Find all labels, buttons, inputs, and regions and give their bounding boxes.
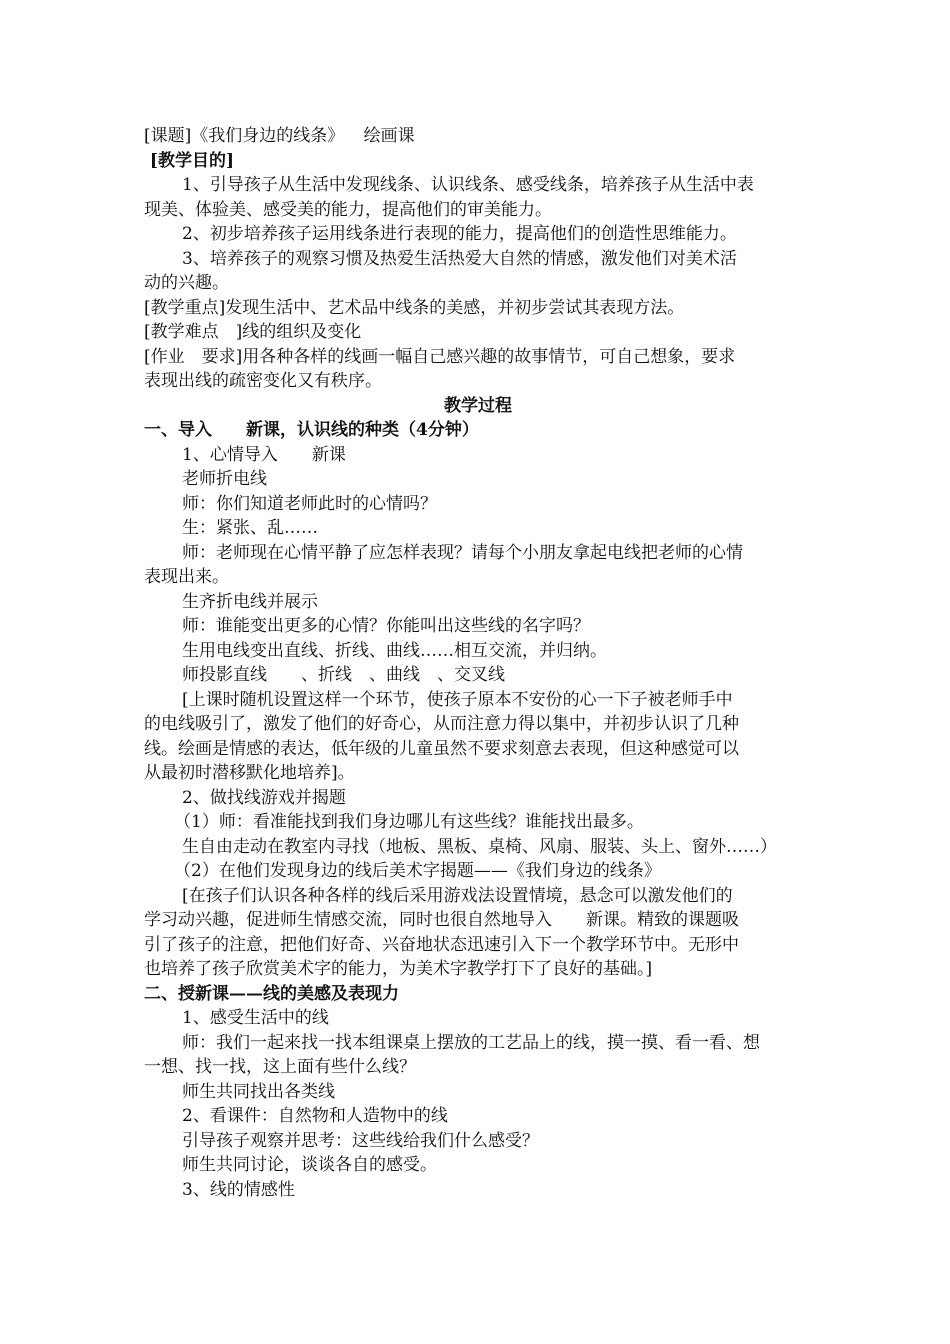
paragraph-line: 师：你们知道老师此时的心情吗？ bbox=[182, 493, 437, 514]
section-heading-new-lesson: 二、授新课——线的美感及表现力 bbox=[144, 983, 399, 1004]
paragraph-line: 的电线吸引了，激发了他们的好奇心，从而注意力得以集中，并初步认识了几种 bbox=[144, 714, 739, 734]
paragraph-line: 1、引导孩子从生活中发现线条、认识线条、感受线条，培养孩子从生活中表 bbox=[182, 175, 754, 195]
paragraph-line: 老师折电线 bbox=[182, 469, 267, 489]
section-heading-objectives: [教学目的] bbox=[144, 150, 235, 171]
paragraph-line: 师：老师现在心情平静了应怎样表现？请每个小朋友拿起电线把老师的心情 bbox=[182, 542, 743, 563]
paragraph-line: 引了孩子的注意，把他们好奇、兴奋地状态迅速引入下一个教学环节中。无形中 bbox=[144, 934, 739, 955]
paragraph-line: 动的兴趣。 bbox=[144, 273, 229, 293]
paragraph-line: 师生共同找出各类线 bbox=[182, 1081, 335, 1102]
paragraph-line: [上课时随机设置这样一个环节，使孩子原本不安份的心一下子被老师手中 bbox=[182, 689, 733, 710]
lesson-title-line: [课题]《我们身边的线条》 绘画课 bbox=[144, 126, 415, 146]
paragraph-line: 师投影直线 、折线 、曲线 、交叉线 bbox=[182, 665, 505, 685]
paragraph-line: （1）师：看准能找到我们身边哪儿有这些线？谁能找出最多。 bbox=[174, 812, 644, 832]
paragraph-line: 表现出线的疏密变化又有秩序。 bbox=[144, 371, 382, 391]
paragraph-line: 现美、体验美、感受美的能力，提高他们的审美能力。 bbox=[144, 199, 552, 220]
paragraph-line: 师：谁能变出更多的心情？你能叫出这些线的名字吗？ bbox=[182, 616, 590, 636]
paragraph-line: 生齐折电线并展示 bbox=[182, 591, 318, 612]
paragraph-line: 2、看课件：自然物和人造物中的线 bbox=[182, 1106, 448, 1126]
paragraph-line: 2、初步培养孩子运用线条进行表现的能力，提高他们的创造性思维能力。 bbox=[182, 224, 737, 244]
paragraph-line: 表现出来。 bbox=[144, 567, 229, 587]
paragraph-line: 师生共同讨论，谈谈各自的感受。 bbox=[182, 1155, 437, 1175]
paragraph-line: [在孩子们认识各种各样的线后采用游戏法设置情境，悬念可以激发他们的 bbox=[182, 885, 733, 906]
paragraph-line: 引导孩子观察并思考：这些线给我们什么感受？ bbox=[182, 1130, 539, 1151]
paragraph-line: 从最初时潜移默化地培养]。 bbox=[144, 763, 355, 783]
paragraph-line: 生自由走动在教室内寻找（地板、黑板、桌椅、风扇、服装、头上、窗外……） bbox=[182, 836, 777, 857]
paragraph-line: 1、感受生活中的线 bbox=[182, 1008, 329, 1028]
section-heading-introduction: 一、导入 新课，认识线的种类（4分钟） bbox=[144, 420, 479, 440]
teaching-process-heading: 教学过程 bbox=[444, 395, 512, 416]
paragraph-line: 3、培养孩子的观察习惯及热爱生活热爱大自然的情感，激发他们对美术活 bbox=[182, 248, 737, 269]
paragraph-line: 3、线的情感性 bbox=[182, 1179, 295, 1200]
paragraph-line: 学习动兴趣，促进师生情感交流，同时也很自然地导入 新课。精致的课题吸 bbox=[144, 910, 739, 930]
paragraph-line: 生用电线变出直线、折线、曲线……相互交流，并归纳。 bbox=[182, 640, 607, 661]
homework-line: [作业 要求]用各种各样的线画一幅自己感兴趣的故事情节，可自己想象，要求 bbox=[144, 346, 736, 367]
paragraph-line: 也培养了孩子欣赏美术字的能力，为美术字教学打下了良好的基础。] bbox=[144, 959, 653, 979]
paragraph-line: 生：紧张、乱…… bbox=[182, 518, 318, 538]
difficulties-line: [教学难点 ]线的组织及变化 bbox=[144, 322, 362, 342]
paragraph-line: 1、心情导入 新课 bbox=[182, 444, 346, 465]
paragraph-line: 一想、找一找，这上面有些什么线？ bbox=[144, 1057, 416, 1077]
paragraph-line: 2、做找线游戏并揭题 bbox=[182, 787, 346, 808]
key-points-line: [教学重点]发现生活中、艺术品中线条的美感，并初步尝试其表现方法。 bbox=[144, 297, 685, 318]
paragraph-line: 师：我们一起来找一找本组课桌上摆放的工艺品上的线，摸一摸、看一看、想 bbox=[182, 1032, 760, 1053]
paragraph-line: （2）在他们发现身边的线后美术字揭题——《我们身边的线条》 bbox=[174, 861, 661, 881]
lesson-plan-body bbox=[144, 124, 812, 1202]
paragraph-line: 线。绘画是情感的表达，低年级的儿童虽然不要求刻意去表现，但这种感觉可以 bbox=[144, 738, 739, 759]
